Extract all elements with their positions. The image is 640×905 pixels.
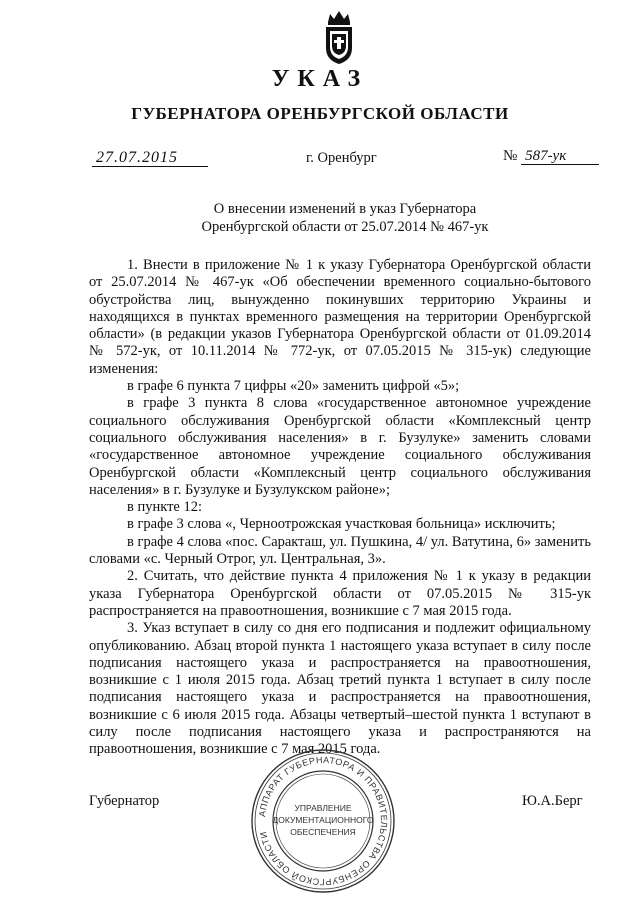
body-paragraph: в графе 4 слова «пос. Саракташ, ул. Пушкина, 4/ ул. Ватутина, 6» заменить словами «с. Черный Отрог, ул. Центральная, 3». bbox=[89, 533, 591, 568]
document-subtitle: ГУБЕРНАТОРА ОРЕНБУРГСКОЙ ОБЛАСТИ bbox=[131, 104, 509, 123]
signature-name: Ю.А.Берг bbox=[522, 793, 583, 809]
stamp-ring-text: АППАРАТ ГУБЕРНАТОРА И ПРАВИТЕЛЬСТВА ОРЕНБУРГСКОЙ ОБЛАСТИ bbox=[257, 754, 390, 888]
body-paragraph: в пункте 12: bbox=[127, 499, 203, 516]
coat-of-arms-icon bbox=[318, 8, 360, 66]
stamp-line: ОБЕСПЕЧЕНИЯ bbox=[290, 827, 356, 837]
heading-line: Оренбургской области от 25.07.2014 № 467-ук bbox=[201, 219, 489, 235]
number-label: № bbox=[503, 148, 518, 164]
document-city: г. Оренбург bbox=[306, 150, 377, 166]
signature-position: Губернатор bbox=[89, 793, 160, 809]
body-paragraph: 3. Указ вступает в силу со дня его подписания и подлежит официальному опубликованию. Абзац второй пункта 1 настоящего указа вступает в силу после подписания настоящего указа и распространяется на правоотношения, возникшие с 1 июля 2015 года. Абзац третий пункта 1 вступает в силу после подписания настоящего указа и распространяется на правоотношения, возникшие с 6 июля 2015 года. Абзацы четвертый–шестой пункта 1 вступают в силу после подписания настоящего указа и распространяются на правоотношения, возникшие с 7 мая 2015 года. bbox=[89, 620, 591, 758]
number-value: 587-ук bbox=[521, 149, 599, 165]
document-body bbox=[89, 257, 591, 759]
stamp-line: ДОКУМЕНТАЦИОННОГО bbox=[272, 815, 374, 825]
body-paragraph: в графе 3 пункта 8 слова «государственное автономное учреждение социального обслуживания Оренбургской области «Комплексный центр социального обслуживания населения» в г. Бузулуке» заменить словами «государственное автономное учреждение социального обслуживания Оренбургской области «Комплексный центр социального обслуживания населения» в г. Бузулуке и Бузулукском районе»; bbox=[89, 395, 591, 498]
body-paragraph: в графе 3 слова «, Черноотрожская участковая больница» исключить; bbox=[127, 516, 556, 533]
document-title: УКАЗ bbox=[271, 66, 369, 92]
body-paragraph: в графе 6 пункта 7 цифры «20» заменить цифрой «5»; bbox=[127, 378, 460, 395]
official-stamp bbox=[250, 748, 396, 894]
body-paragraph: 2. Считать, что действие пункта 4 приложения № 1 к указу в редакции указа Губернатора Оренбургской области от 07.05.2015 № 315-ук распространяется на правоотношения, возникшие с 7 мая 2015 года. bbox=[89, 568, 591, 619]
document-heading bbox=[0, 200, 640, 236]
stamp-line: УПРАВЛЕНИЕ bbox=[294, 803, 352, 813]
document-date: 27.07.2015 bbox=[92, 150, 208, 167]
heading-line: О внесении изменений в указ Губернатора bbox=[213, 201, 477, 217]
body-paragraph: 1. Внести в приложение № 1 к указу Губернатора Оренбургской области от 25.07.2014 № 467-ук «Об обеспечении временного социально-бытового обустройства лиц, вынужденно покинувших территорию Украины и находящихся в пунктах временного размещения на территории Оренбургской области» (в редакции указов Губернатора Оренбургской области от 01.09.2014 № 572-ук, от 10.11.2014 № 772-ук, от 07.05.2015 № 315-ук) следующие изменения: bbox=[89, 257, 591, 377]
document-number bbox=[503, 148, 599, 165]
